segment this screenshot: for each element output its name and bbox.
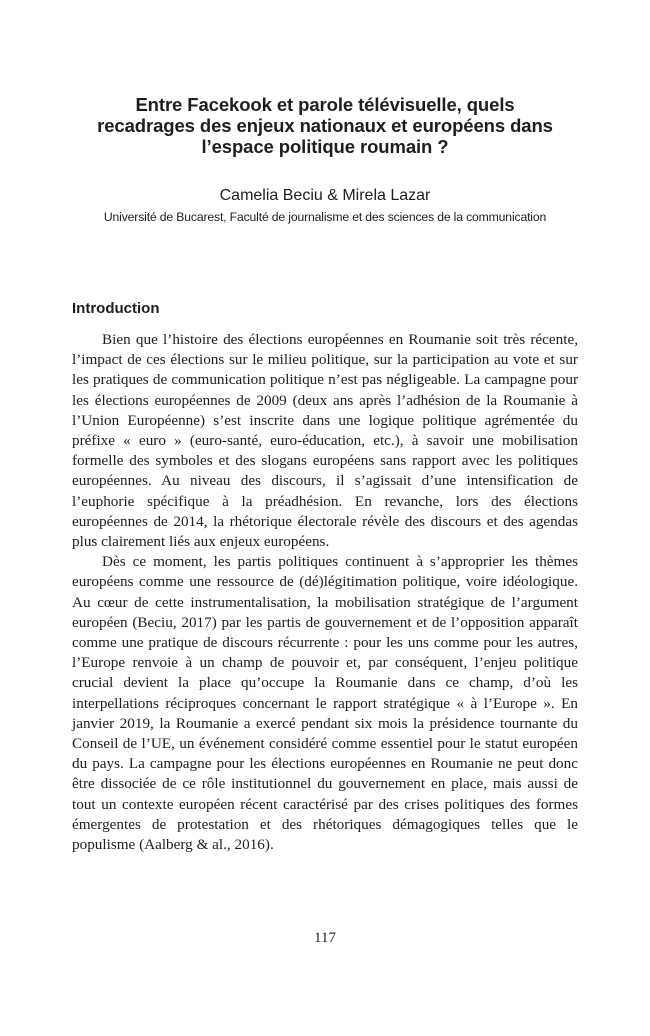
article-title bbox=[62, 94, 588, 157]
paragraph-2: Dès ce moment, les partis politiques continuent à s’approprier les thèmes européens comme une ressource de (dé)légitimation politique, voire idéologique. Au cœur de cette instrumentalisation, la mobilisation stratégique de l’argument européen (Beciu, 2017) par les partis de gouvernement et de l’opposition apparaît comme une pratique de discours récurrente : pour les uns comme pour les autres, l’Europe renvoie à un champ de pouvoir et, par conséquent, l’enjeu politique crucial devient la place qu’occupe la Roumanie dans ce champ, d’où les interpellations réciproques concernant le rapport stratégique « à l’Europe ». En janvier 2019, la Roumanie a exercé pendant six mois la présidence tournante du Conseil de l’UE, un événement considéré comme essentiel pour le statut européen du pays. La campagne pour les élections européennes en Roumanie ne peut donc être dissociée de ce rôle institutionnel du gouvernement en place, mais aussi de tout un contexte européen récent caractérisé par des crises politiques des formes émergentes de protestation et des rhétoriques démagogiques telles que le populisme (Aalberg & al., 2016). bbox=[72, 553, 578, 854]
page-number: 117 bbox=[314, 930, 336, 946]
article-title-line-2: recadrages des enjeux nationaux et européens dans bbox=[97, 115, 553, 136]
paragraph-1: Bien que l’histoire des élections européennes en Roumanie soit très récente, l’impact de ces élections sur le milieu politique, sur la participation au vote et sur les pratiques de communication politique n’est pas négligeable. La campagne pour les élections européennes de 2009 (deux ans après l’adhésion de la Roumanie à l’Union Européenne) s’est inscrite dans une logique politique agrémentée du préfixe « euro » (euro-santé, euro-éducation, etc.), à savoir une mobilisation formelle des symboles et des slogans européens sans rapport avec les politiques européennes. Au niveau des discours, il s’agissait d’une intensification de l’euphorie spécifique à la préadhésion. En revanche, lors des élections européennes de 2014, la rhétorique électorale révèle des discours et des agendas plus clairement liés aux enjeux européens. bbox=[72, 331, 578, 551]
body-text bbox=[72, 330, 578, 855]
article-title-line-1: Entre Facekook et parole télévisuelle, quels bbox=[135, 94, 515, 115]
article-title-line-3: l’espace politique roumain ? bbox=[201, 136, 449, 157]
authors: Camelia Beciu & Mirela Lazar bbox=[219, 187, 431, 204]
affiliation: Université de Bucarest, Faculté de journalisme et des sciences de la communication bbox=[103, 210, 547, 224]
section-heading: Introduction bbox=[72, 300, 160, 317]
